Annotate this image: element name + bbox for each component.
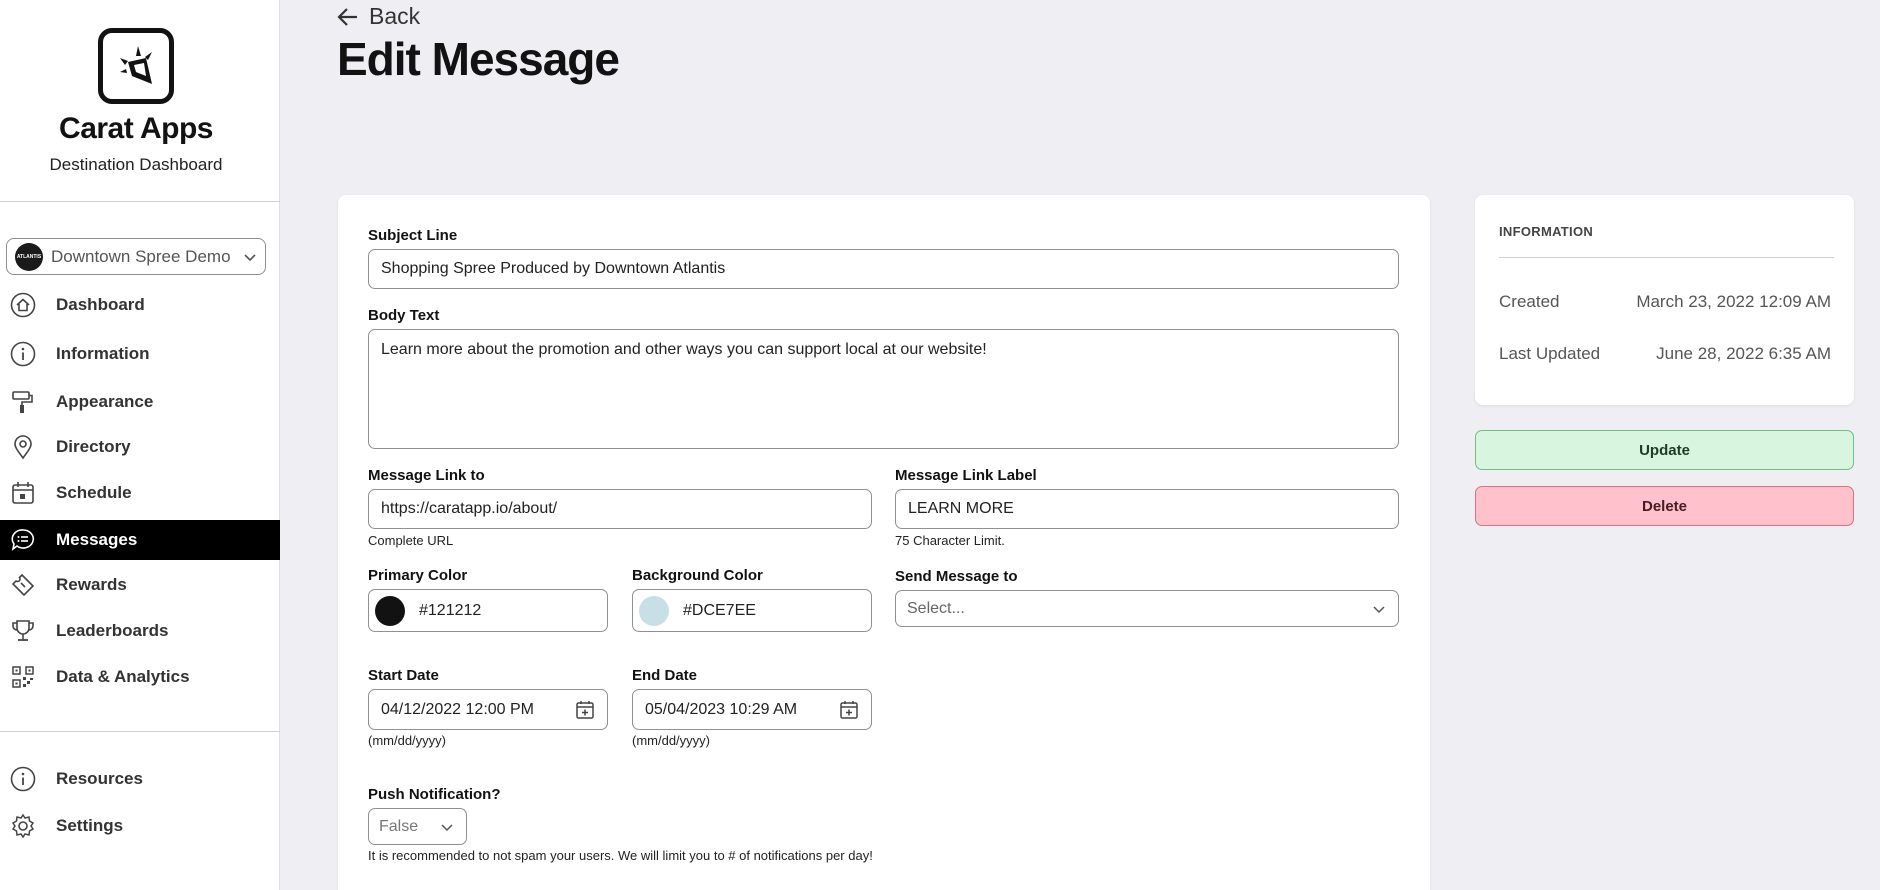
app-subtitle: Destination Dashboard	[49, 155, 223, 174]
sidebar-item-label: Rewards	[56, 575, 127, 594]
calendar-icon[interactable]	[839, 700, 859, 720]
subject-label: Subject Line	[368, 227, 458, 244]
sidebar-item-dashboard[interactable]	[0, 285, 280, 325]
message-link-label-hint: 75 Character Limit.	[895, 533, 1005, 548]
created-label: Created	[1499, 292, 1560, 311]
end-date-input[interactable]: 05/04/2023 10:29 AM	[632, 689, 872, 730]
sidebar-item-label: Settings	[56, 816, 124, 835]
sidebar-item-label: Schedule	[56, 483, 132, 502]
last-updated-value: June 28, 2022 6:35 AM	[1656, 344, 1831, 363]
qr-code-icon	[10, 664, 36, 690]
chevron-down-icon	[1372, 602, 1386, 616]
message-link-label-label: Message Link Label	[895, 467, 1037, 484]
home-icon	[10, 292, 36, 318]
primary-color-input[interactable]: #121212	[368, 589, 608, 632]
subject-input[interactable]: Shopping Spree Produced by Downtown Atlantis	[368, 249, 1399, 289]
sidebar-item-settings[interactable]	[0, 806, 280, 846]
gear-icon	[10, 813, 36, 839]
sidebar-item-label: Messages	[56, 530, 138, 549]
destination-avatar: ATLANTIS	[15, 243, 43, 271]
chevron-down-icon	[440, 820, 454, 834]
information-divider	[1499, 257, 1834, 258]
calendar-icon	[10, 480, 36, 506]
message-link-hint: Complete URL	[368, 533, 454, 548]
info-icon	[10, 766, 36, 792]
start-date-label: Start Date	[368, 667, 439, 684]
push-notification-select[interactable]: False	[368, 808, 467, 845]
sidebar-item-label: Leaderboards	[56, 621, 169, 640]
message-link-label: Message Link to	[368, 467, 485, 484]
sidebar	[0, 0, 280, 890]
sidebar-item-appearance[interactable]	[0, 382, 280, 422]
back-label: Back	[369, 3, 421, 29]
sidebar-item-leaderboards[interactable]	[0, 611, 280, 651]
last-updated-label: Last Updated	[1499, 344, 1601, 363]
trophy-icon	[10, 618, 36, 644]
body-label: Body Text	[368, 307, 440, 324]
background-color-swatch[interactable]	[639, 596, 669, 626]
primary-color-label: Primary Color	[368, 567, 468, 584]
chevron-down-icon	[243, 250, 257, 264]
sidebar-item-label: Resources	[56, 769, 143, 788]
sidebar-item-directory[interactable]	[0, 427, 280, 467]
message-link-input[interactable]: https://caratapp.io/about/	[368, 489, 872, 529]
end-date-label: End Date	[632, 667, 698, 684]
start-date-hint: (mm/dd/yyyy)	[368, 733, 446, 748]
body-textarea[interactable]: Learn more about the promotion and other ways you can support local at our website!	[368, 329, 1399, 449]
sidebar-item-resources[interactable]	[0, 759, 280, 799]
update-button[interactable]: Update	[1475, 430, 1854, 470]
ticket-icon	[10, 572, 36, 598]
chat-bubble-icon	[10, 527, 36, 553]
back-link[interactable]	[337, 3, 420, 30]
arrow-left-icon	[337, 7, 359, 27]
delete-button[interactable]: Delete	[1475, 486, 1854, 526]
primary-color-swatch[interactable]	[375, 596, 405, 626]
information-title: INFORMATION	[1499, 224, 1594, 239]
edit-message-form	[338, 195, 1430, 890]
sidebar-item-label: Directory	[56, 437, 131, 456]
background-color-input[interactable]: #DCE7EE	[632, 589, 872, 632]
destination-select-value: Downtown Spree Demo	[51, 246, 231, 266]
sidebar-divider	[0, 731, 280, 732]
sidebar-item-rewards[interactable]	[0, 565, 280, 605]
calendar-icon[interactable]	[575, 700, 595, 720]
paint-roller-icon	[10, 389, 36, 415]
app-name: Carat Apps	[59, 112, 213, 145]
info-icon	[10, 341, 36, 367]
start-date-input[interactable]: 04/12/2022 12:00 PM	[368, 689, 608, 730]
end-date-hint: (mm/dd/yyyy)	[632, 733, 710, 748]
sidebar-item-messages[interactable]	[0, 520, 280, 560]
map-pin-icon	[10, 434, 36, 460]
sidebar-item-schedule[interactable]	[0, 473, 280, 513]
carat-logo-icon	[98, 28, 174, 104]
send-to-label: Send Message to	[895, 568, 1018, 585]
message-link-label-input[interactable]: LEARN MORE	[895, 489, 1399, 529]
sidebar-item-label: Appearance	[56, 392, 154, 411]
sidebar-item-information[interactable]	[0, 334, 280, 374]
send-to-select[interactable]: Select...	[895, 590, 1399, 627]
push-notification-label: Push Notification?	[368, 786, 501, 803]
created-value: March 23, 2022 12:09 AM	[1636, 292, 1831, 311]
page-title: Edit Message	[337, 33, 619, 85]
information-card	[1475, 195, 1854, 405]
sidebar-item-data-analytics[interactable]	[0, 657, 280, 697]
background-color-label: Background Color	[632, 567, 763, 584]
sidebar-item-label: Information	[56, 344, 150, 363]
sidebar-divider	[0, 201, 280, 202]
push-notification-hint: It is recommended to not spam your users. We will limit you to # of notifications per day!	[368, 848, 873, 863]
sidebar-item-label: Data & Analytics	[56, 667, 190, 686]
sidebar-item-label: Dashboard	[56, 295, 145, 314]
destination-select[interactable]	[6, 238, 266, 275]
